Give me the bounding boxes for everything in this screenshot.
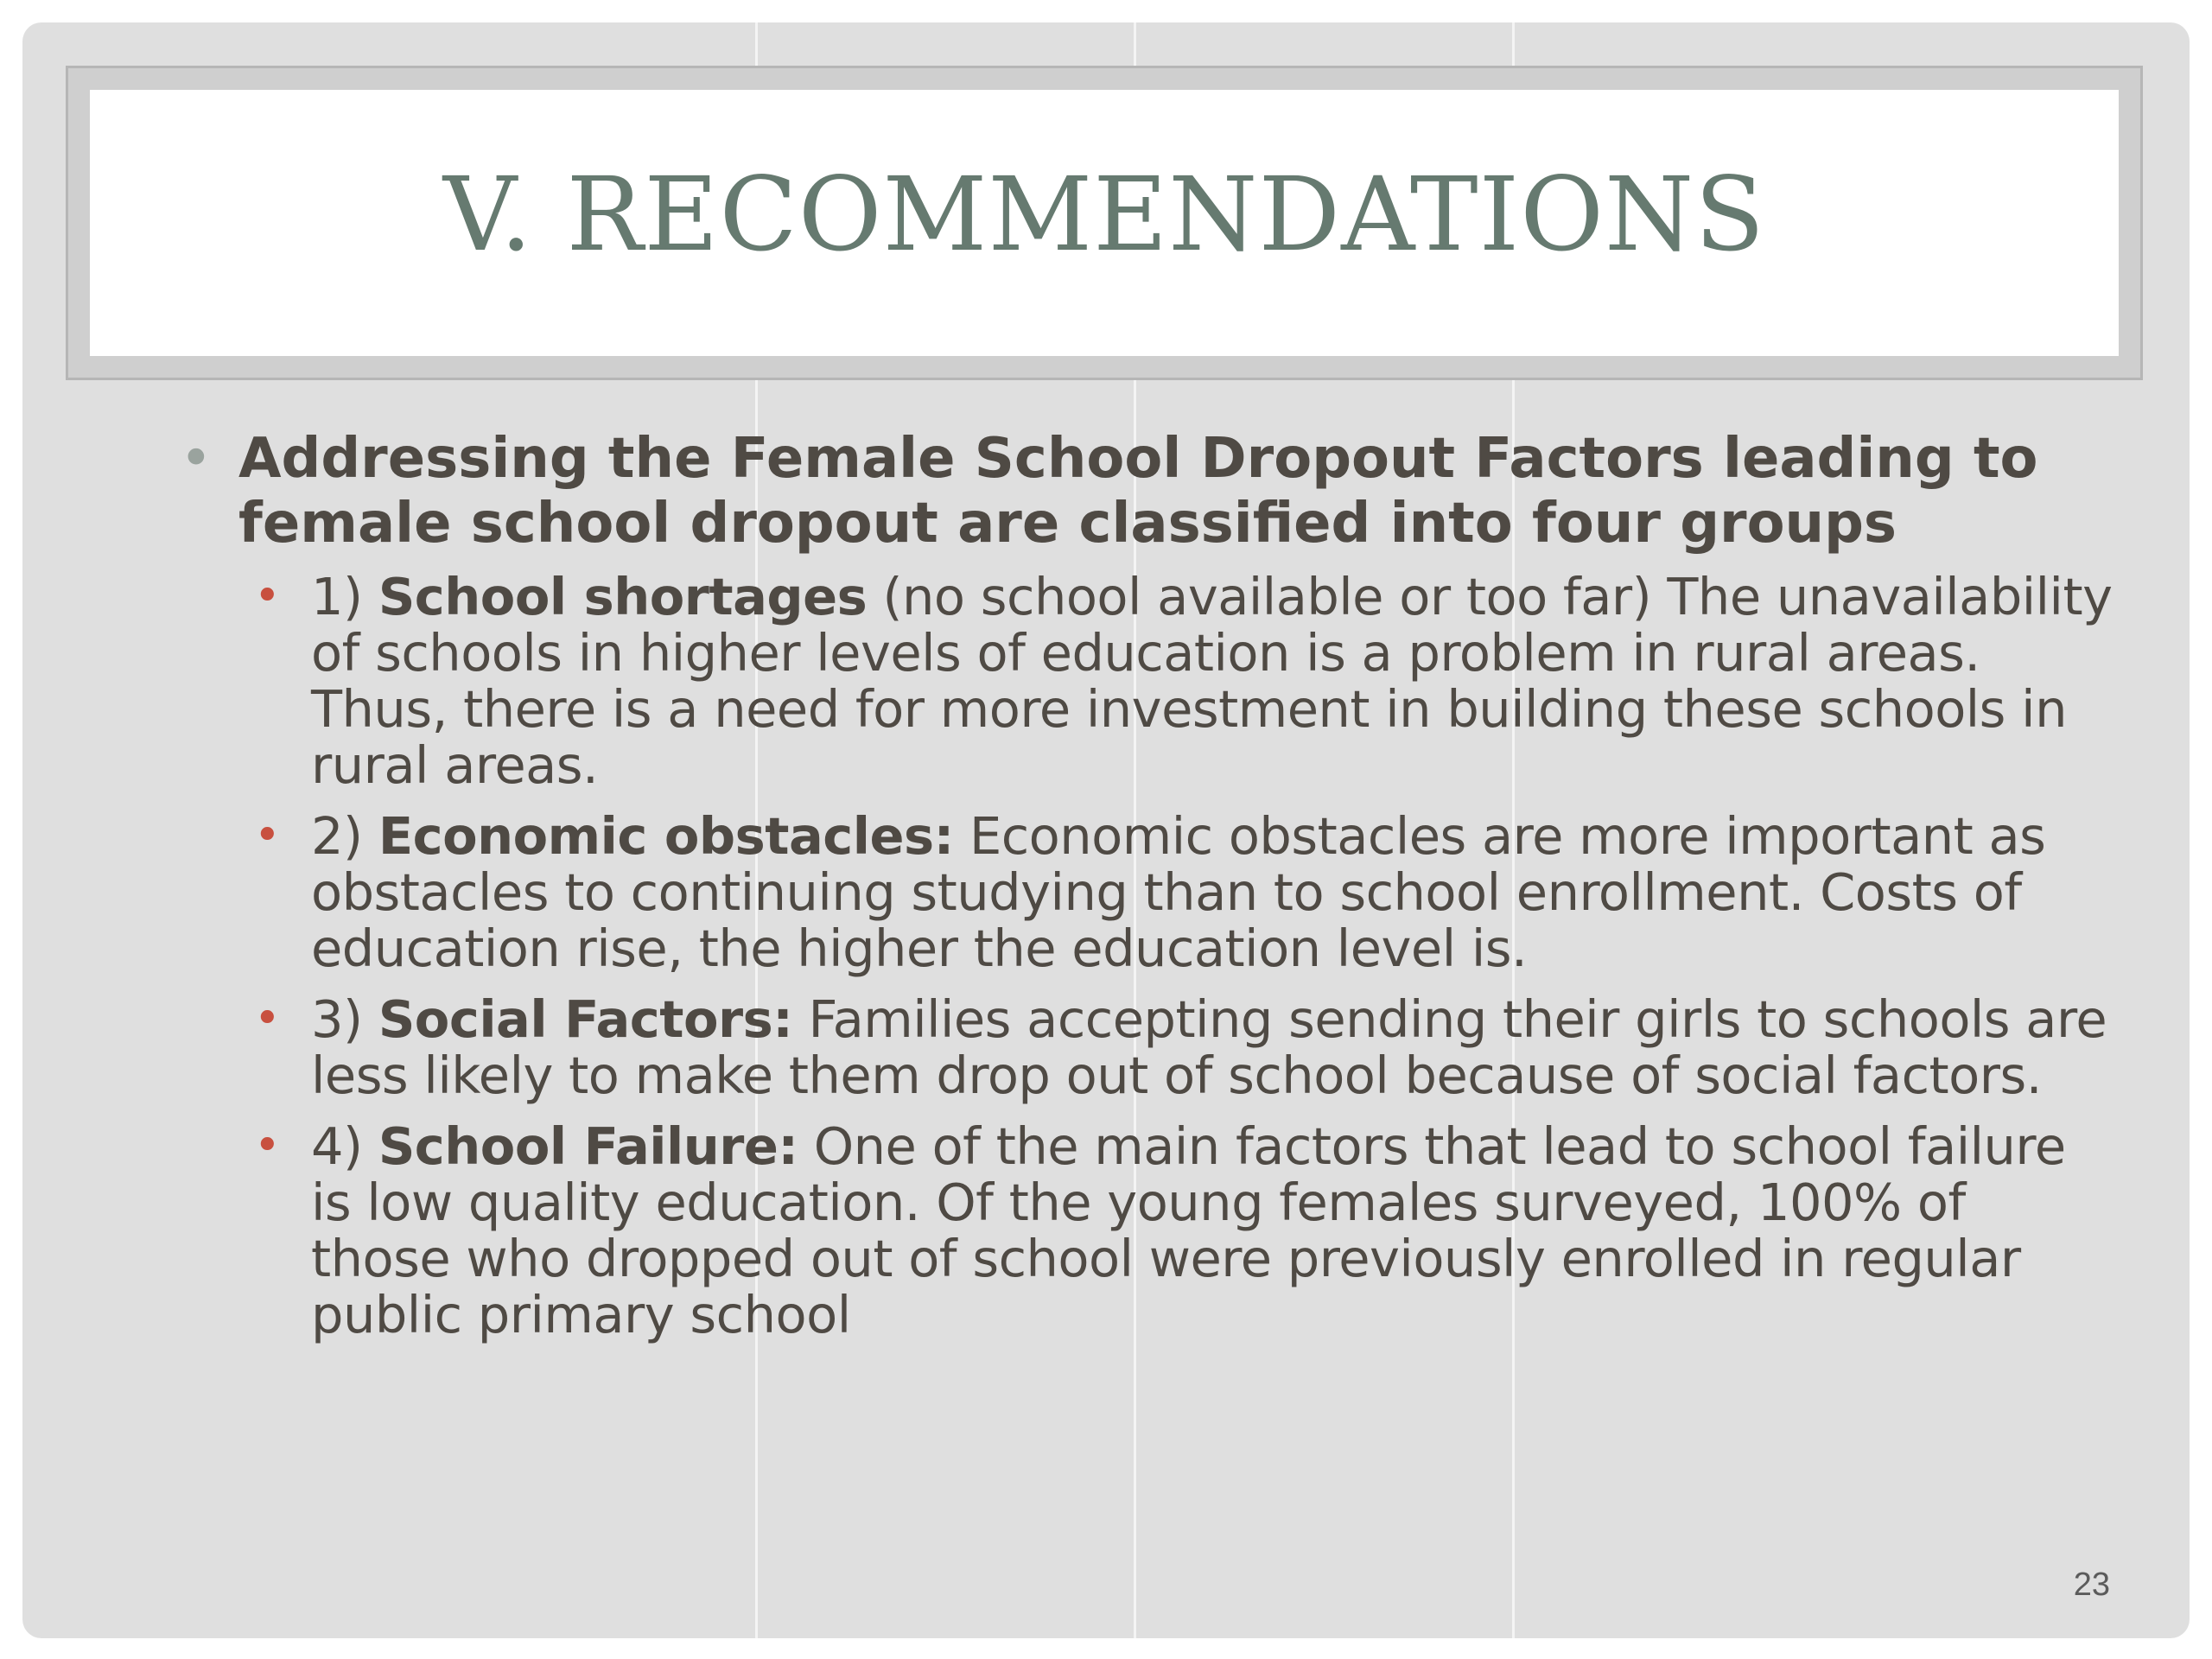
item-heading: School Failure: [378,1116,798,1176]
item-heading: Social Factors: [378,989,793,1049]
sub-bullet-item-4 [254,1116,2113,1344]
item-text: Economic obstacles are more important as obstacles to continuing studying than to school enrollment. Costs of education rise, the higher the education level is. [311,806,2046,978]
item-text: Families accepting sending their girls to schools are less likely to make them drop out of school because of social factors. [311,989,2107,1105]
item-number: 1) [311,567,378,626]
sub-bullet-icon: • [254,993,281,1045]
item-heading: Economic obstacles: [378,806,954,866]
item-number: 4) [311,1116,378,1176]
item-text: (no school available or too far) The unavailability of schools in higher levels of education is a problem in rural areas. Thus, there is a need for more investment in building these schools in rural areas. [311,567,2113,795]
slide [22,22,2190,1638]
main-bullet-item [161,427,2113,556]
page-number: 23 [2073,1567,2110,1603]
sub-bullet-item-3 [254,989,2113,1105]
main-bullet-icon: • [180,427,213,491]
title-box [90,90,2119,356]
sub-bullet-icon: • [254,1120,281,1172]
sub-bullet-item-2 [254,806,2113,978]
item-number: 3) [311,989,378,1049]
sub-bullet-item-1 [254,567,2113,795]
slide-content [161,427,2113,1357]
item-text: One of the main factors that lead to school failure is low quality education. Of the young females surveyed, 100% of those who dropped out of school were previously enrolled in regular public primary school [311,1116,2066,1344]
sub-bullet-icon: • [254,570,281,622]
main-bullet-text: Addressing the Female School Dropout Factors leading to female school dropout are classified into four groups [238,427,2038,556]
sub-bullet-list [161,569,2113,1343]
item-number: 2) [311,806,378,866]
item-heading: School shortages [378,567,868,626]
slide-title: V. RECOMMENDATIONS [442,155,1766,274]
title-frame [66,66,2143,380]
sub-bullet-icon: • [254,810,281,861]
